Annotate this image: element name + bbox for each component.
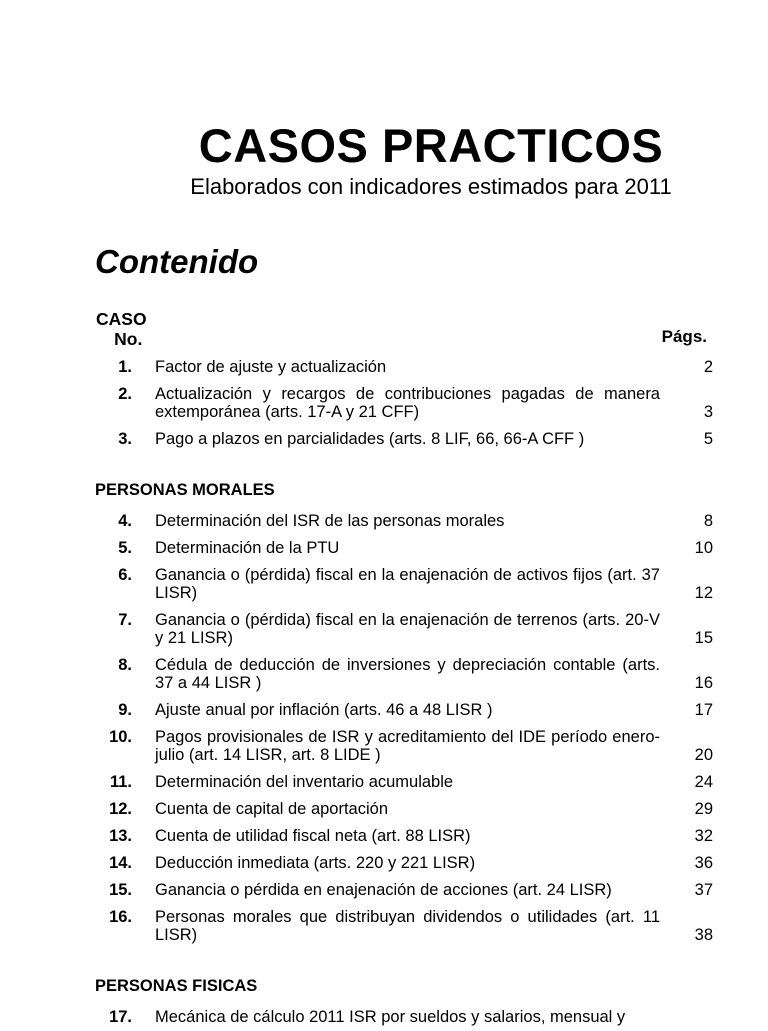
document-title: CASOS PRACTICOS bbox=[198, 119, 664, 172]
toc-entry bbox=[95, 724, 713, 769]
toc-entry bbox=[95, 877, 713, 904]
case-title: Cuenta de capital de aportación bbox=[155, 800, 388, 818]
page-number: 37 bbox=[694, 881, 713, 899]
case-title: Determinación de la PTU bbox=[155, 539, 340, 557]
page-number: 24 bbox=[694, 773, 713, 791]
case-title: Pagos provisionales de ISR y acreditamiento del IDE período enero-julio (art. 14 LISR, art. 8 LIDE ) bbox=[155, 728, 660, 764]
case-number: 9. bbox=[118, 701, 132, 719]
pages-column-header: Págs. bbox=[661, 327, 707, 346]
page-number: 36 bbox=[694, 854, 713, 872]
toc-entry bbox=[95, 354, 713, 381]
page-number: 16 bbox=[694, 674, 713, 692]
case-number: 1. bbox=[118, 358, 132, 376]
case-title: Mecánica de cálculo 2011 ISR por sueldos y salarios, mensual y bbox=[155, 1008, 626, 1026]
toc-entry bbox=[95, 697, 713, 724]
case-title: Personas morales que distribuyan dividendos o utilidades (art. 11 LISR) bbox=[155, 908, 660, 944]
page-number: 12 bbox=[694, 584, 713, 602]
case-number: 8. bbox=[118, 656, 132, 674]
case-title: Cuenta de utilidad fiscal neta (art. 88 LISR) bbox=[155, 827, 471, 845]
page-number: 8 bbox=[703, 512, 713, 530]
toc-entry bbox=[95, 823, 713, 850]
case-title: Deducción inmediata (arts. 220 y 221 LISR) bbox=[155, 854, 476, 872]
case-number: 17. bbox=[109, 1008, 132, 1026]
caso-column-header bbox=[96, 309, 147, 349]
page-number: 10 bbox=[694, 539, 713, 557]
case-title: Ajuste anual por inflación (arts. 46 a 48 LISR ) bbox=[155, 701, 493, 719]
case-title: Ganancia o pérdida en enajenación de acciones (art. 24 LISR) bbox=[155, 881, 612, 899]
toc-entry bbox=[95, 562, 713, 607]
page-number: 2 bbox=[703, 358, 713, 376]
case-number: 7. bbox=[118, 611, 132, 629]
section-heading: PERSONAS MORALES bbox=[95, 481, 275, 499]
page-number: 38 bbox=[694, 926, 713, 944]
toc-entry bbox=[95, 535, 713, 562]
page-number: 29 bbox=[694, 800, 713, 818]
caso-number-label: No. bbox=[114, 329, 143, 349]
page-number: 17 bbox=[694, 701, 713, 719]
case-title: Pago a plazos en parcialidades (arts. 8 LIF, 66, 66-A CFF ) bbox=[155, 430, 585, 448]
page-number: 20 bbox=[694, 746, 713, 764]
toc-entry bbox=[95, 796, 713, 823]
toc-entry bbox=[95, 1004, 713, 1031]
case-number: 3. bbox=[118, 430, 132, 448]
section-heading: PERSONAS FISICAS bbox=[95, 977, 258, 995]
toc-entry bbox=[95, 426, 713, 453]
caso-label: CASO bbox=[96, 309, 147, 329]
case-title: Determinación del ISR de las personas morales bbox=[155, 512, 505, 530]
case-number: 6. bbox=[118, 566, 132, 584]
case-title: Factor de ajuste y actualización bbox=[155, 358, 387, 376]
case-number: 12. bbox=[109, 800, 132, 818]
toc-entry bbox=[95, 381, 713, 426]
toc-entry bbox=[95, 769, 713, 796]
case-number: 16. bbox=[109, 908, 132, 926]
case-title: Ganancia o (pérdida) fiscal en la enajenación de terrenos (arts. 20-V y 21 LISR) bbox=[155, 611, 660, 647]
case-number: 10. bbox=[109, 728, 132, 746]
case-title: Ganancia o (pérdida) fiscal en la enajenación de activos fijos (art. 37 LISR) bbox=[155, 566, 660, 602]
contents-heading: Contenido bbox=[95, 243, 259, 280]
case-number: 5. bbox=[118, 539, 132, 557]
case-number: 15. bbox=[109, 881, 132, 899]
toc-entry bbox=[95, 652, 713, 697]
case-title: Cédula de deducción de inversiones y depreciación contable (arts. 37 a 44 LISR ) bbox=[155, 656, 660, 692]
page-number: 5 bbox=[703, 430, 713, 448]
case-title: Actualización y recargos de contribuciones pagadas de manera extemporánea (arts. 17-A y 21 CFF) bbox=[155, 385, 660, 421]
toc-entry bbox=[95, 508, 713, 535]
case-number: 2. bbox=[118, 385, 132, 403]
page-number: 32 bbox=[694, 827, 713, 845]
case-number: 13. bbox=[109, 827, 132, 845]
page-number: 3 bbox=[703, 403, 713, 421]
table-of-contents bbox=[95, 354, 713, 1031]
toc-entry bbox=[95, 904, 713, 949]
case-title: Determinación del inventario acumulable bbox=[155, 773, 454, 791]
toc-entry bbox=[95, 850, 713, 877]
document-subtitle: Elaborados con indicadores estimados para 2011 bbox=[190, 174, 672, 199]
case-number: 4. bbox=[118, 512, 132, 530]
case-number: 11. bbox=[109, 773, 132, 791]
toc-entry bbox=[95, 607, 713, 652]
page-number: 15 bbox=[694, 629, 713, 647]
case-number: 14. bbox=[109, 854, 132, 872]
